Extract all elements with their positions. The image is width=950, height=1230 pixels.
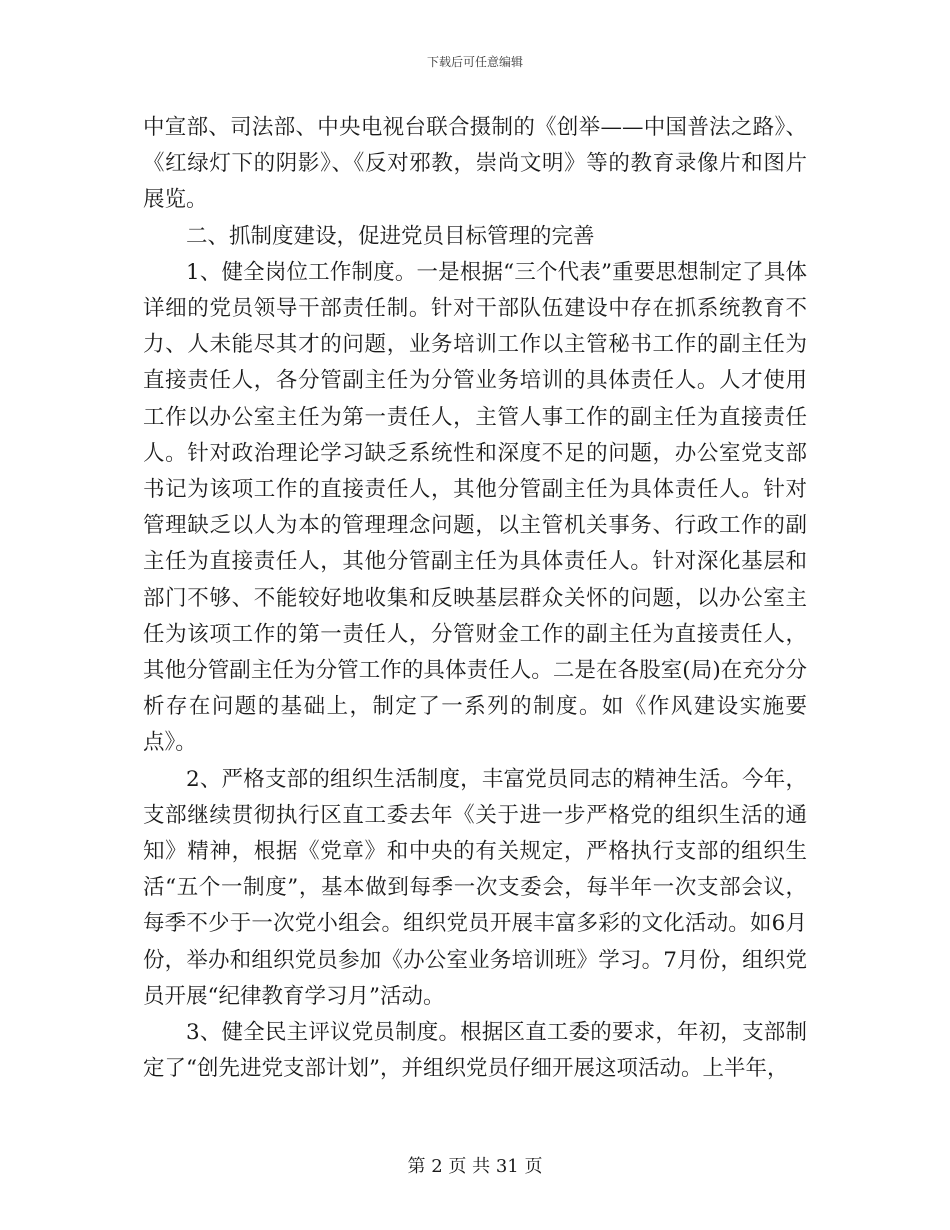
body-text [143, 110, 807, 1087]
header-note: 下载后可任意编辑 [426, 55, 523, 69]
paragraph: 2、严格支部的组织生活制度，丰富党员同志的精神生活。今年，支部继续贯彻执行区直工委去年《关于进一步严格党的组织生活的通知》精神，根据《党章》和中央的有关规定，严格执行支部的组织生活“五个一制度”，基本做到每季一次支委会，每半年一次支部会议，每季不少于一次党小组会。组织党员开展丰富多彩的文化活动。如6月份，举办和组织党员参加《办公室业务培训班》学习。7月份，组织党员开展“纪律教育学习月”活动。 [143, 766, 807, 1009]
paragraph: 1、健全岗位工作制度。一是根据“三个代表”重要思想制定了具体详细的党员领导干部责任制。针对干部队伍建设中存在抓系统教育不力、人未能尽其才的问题，业务培训工作以主管秘书工作的副主任为直接责任人，各分管副主任为分管业务培训的具体责任人。人才使用工作以办公室主任为第一责任人，主管人事工作的副主任为直接责任人。针对政治理论学习缺乏系统性和深度不足的问题，办公室党支部书记为该项工作的直接责任人，其他分管副主任为具体责任人。针对管理缺乏以人为本的管理理念问题，以主管机关事务、行政工作的副主任为直接责任人，其他分管副主任为具体责任人。针对深化基层和部门不够、不能较好地收集和反映基层群众关怀的问题，以办公室主任为该项工作的第一责任人，分管财金工作的副主任为直接责任人，其他分管副主任为分管工作的具体责任人。二是在各股室(局)在充分分析存在问题的基础上，制定了一系列的制度。如《作风建设实施要点》。 [143, 259, 807, 756]
paragraph: 3、健全民主评议党员制度。根据区直工委的要求，年初，支部制定了“创先进党支部计划”，并组织党员仔细开展这项活动。上半年， [143, 1020, 807, 1082]
page-number: 第 2 页 共 31 页 [407, 1156, 543, 1177]
paragraph: 中宣部、司法部、中央电视台联合摄制的《创举——中国普法之路》、《红绿灯下的阴影》、《反对邪教，崇尚文明》等的教育录像片和图片展览。 [143, 115, 807, 213]
section-heading: 二、抓制度建设，促进党员目标管理的完善 [186, 223, 595, 249]
